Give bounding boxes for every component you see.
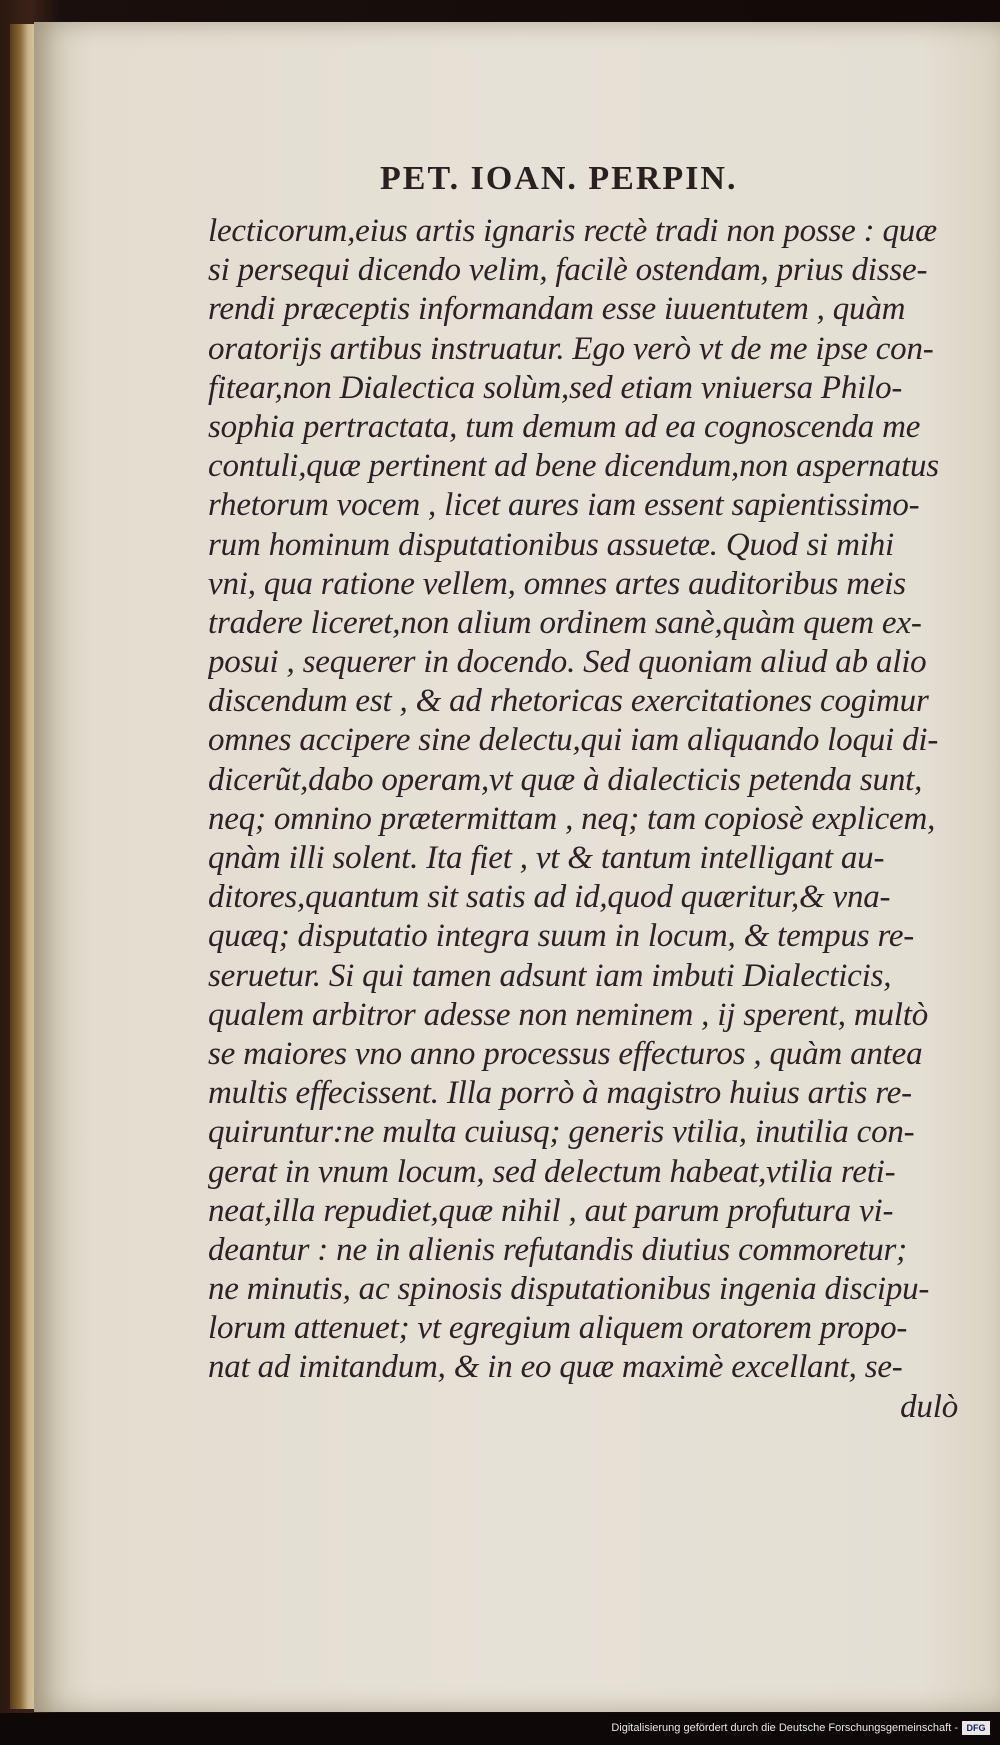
text-line: neat,illa repudiet,quæ nihil , aut parum profutura vi- xyxy=(208,1192,894,1229)
text-line: fitear,non Dialectica solùm,sed etiam vniuersa Philo- xyxy=(208,369,903,406)
text-line: gerat in vnum locum, sed delectum habeat,vtilia reti- xyxy=(208,1153,896,1190)
text-line: rum hominum disputationibus assuetæ. Quod si mihi xyxy=(208,526,895,563)
text-line: rendi præceptis informandam esse iuuentutem , quàm xyxy=(208,291,906,328)
text-line: qnàm illi solent. Ita fiet , vt & tantum intelligant au- xyxy=(208,840,885,876)
text-line: quiruntur:ne multa cuiusq; generis vtilia, inutilia con- xyxy=(208,1114,915,1151)
text-line: si persequi dicendo velim, facilè ostendam, prius disse- xyxy=(208,252,928,289)
text-line: deantur : ne in alienis refutandis diutius commoretur; xyxy=(208,1231,907,1268)
book-spine-edge xyxy=(10,24,36,1709)
running-head: PET. IOAN. PERPIN. xyxy=(380,160,738,197)
text-line: vni, qua ratione vellem, omnes artes auditoribus meis xyxy=(208,565,906,602)
text-line: tradere liceret,non alium ordinem sanè,quàm quem ex- xyxy=(208,604,922,641)
text-line: nat ad imitandum, & in eo quæ maximè excellant, se- xyxy=(208,1349,903,1386)
footer-bar xyxy=(0,1713,1000,1745)
text-line: se maiores vno anno processus effecturos , quàm antea xyxy=(208,1035,923,1072)
catchword: dulò xyxy=(900,1388,958,1425)
text-line: multis effecissent. Illa porrò à magistro huius artis re- xyxy=(208,1075,912,1112)
text-line: seruetur. Si qui tamen adsunt iam imbuti Dialecticis, xyxy=(208,957,892,994)
text-line: posui , sequerer in docendo. Sed quoniam aliud ab alio xyxy=(208,644,927,681)
text-line: lecticorum,eius artis ignaris rectè tradi non posse : quæ xyxy=(208,213,937,249)
text-line: dicerũt,dabo operam,vt quæ à dialecticis petenda sunt, xyxy=(208,761,923,798)
text-line: oratorijs artibus instruatur. Ego verò vt de me ipse con- xyxy=(208,330,934,367)
text-line: neq; omnino prætermittam , neq; tam copiosè explicem, xyxy=(208,800,936,837)
text-line: discendum est , & ad rhetoricas exercitationes cogimur xyxy=(208,683,929,720)
text-line: ditores,quantum sit satis ad id,quod quæritur,& vna- xyxy=(208,879,891,916)
text-line: ne minutis, ac spinosis disputationibus ingenia discipu- xyxy=(208,1271,930,1308)
text-line: sophia pertractata, tum demum ad ea cognoscenda me xyxy=(208,408,921,445)
text-line: lorum attenuet; vt egregium aliquem oratorem propo- xyxy=(208,1310,908,1347)
text-line: omnes accipere sine delectu,qui iam aliquando loqui di- xyxy=(208,722,939,759)
text-line: qualem arbitror adesse non neminem , ij sperent, multò xyxy=(208,996,929,1033)
text-line: rhetorum vocem , licet aures iam essent sapientissimo- xyxy=(208,487,920,524)
dfg-logo: DFG xyxy=(962,1721,990,1735)
digitization-credit: Digitalisierung gefördert durch die Deutsche Forschungsgemeinschaft - xyxy=(611,1722,958,1734)
text-line: quæq; disputatio integra suum in locum, & tempus re- xyxy=(208,918,915,955)
body-text xyxy=(208,212,968,1427)
text-line: contuli,quæ pertinent ad bene dicendum,non aspernatus xyxy=(208,448,939,485)
